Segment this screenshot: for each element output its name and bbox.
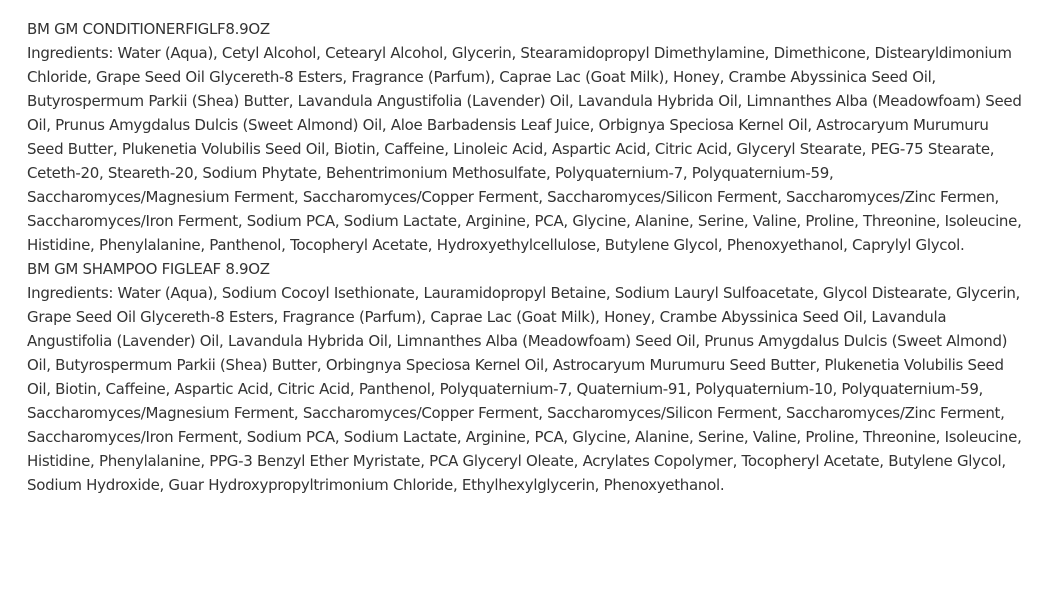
product-name: BM GM SHAMPOO FIGLEAF 8.9OZ [27,260,270,278]
product-conditioner [27,17,1027,257]
product-ingredients: Ingredients: Water (Aqua), Sodium Cocoyl Isethionate, Lauramidopropyl Betaine, Sodium Lauryl Sulfoacetate, Glycol Distearate, Glycerin, Grape Seed Oil Glycereth-8 Esters, Fragrance (Parfum), Caprae Lac (Goat Milk), Honey, Crambe Abyssinica Seed Oil, Lavandula Angustifolia (Lavender) Oil, Lavandula Hybrida Oil, Limnanthes Alba (Meadowfoam) Seed Oil, Prunus Amygdalus Dulcis (Sweet Almond) Oil, Butyrospermum Parkii (Shea) Butter, Orbingnya Speciosa Kernel Oil, Astrocaryum Murumuru Seed Butter, Plukenetia Volubilis Seed Oil, Biotin, Caffeine, Aspartic Acid, Citric Acid, Panthenol, Polyquaternium-7, Quaternium-91, Polyquaternium-10, Polyquaternium-59, Saccharomyces/Magnesium Ferment, Saccharomyces/Copper Ferment, Saccharomyces/Silicon Ferment, Saccharomyces/Zinc Ferment, Saccharomyces/Iron Ferment, Sodium PCA, Sodium Lactate, Arginine, PCA, Glycine, Alanine, Serine, Valine, Proline, Threonine, Isoleucine, Histidine, Phenylalanine, PPG-3 Benzyl Ether Myristate, PCA Glyceryl Oleate, Acrylates Copolymer, Tocopheryl Acetate, Butylene Glycol, Sodium Hydroxide, Guar Hydroxypropyltrimonium Chloride, Ethylhexylglycerin, Phenoxyethanol. [27,284,1022,494]
ingredients-document [27,17,1027,497]
product-shampoo [27,257,1027,497]
product-ingredients: Ingredients: Water (Aqua), Cetyl Alcohol, Cetearyl Alcohol, Glycerin, Stearamidopropyl Dimethylamine, Dimethicone, Distearyldimonium Chloride, Grape Seed Oil Glycereth-8 Esters, Fragrance (Parfum), Caprae Lac (Goat Milk), Honey, Crambe Abyssinica Seed Oil, Butyrospermum Parkii (Shea) Butter, Lavandula Angustifolia (Lavender) Oil, Lavandula Hybrida Oil, Limnanthes Alba (Meadowfoam) Seed Oil, Prunus Amygdalus Dulcis (Sweet Almond) Oil, Aloe Barbadensis Leaf Juice, Orbignya Speciosa Kernel Oil, Astrocaryum Murumuru Seed Butter, Plukenetia Volubilis Seed Oil, Biotin, Caffeine, Linoleic Acid, Aspartic Acid, Citric Acid, Glyceryl Stearate, PEG-75 Stearate, Ceteth-20, Steareth-20, Sodium Phytate, Behentrimonium Methosulfate, Polyquaternium-7, Polyquaternium-59, Saccharomyces/Magnesium Ferment, Saccharomyces/Copper Ferment, Saccharomyces/Silicon Ferment, Saccharomyces/Zinc Fermen, Saccharomyces/Iron Ferment, Sodium PCA, Sodium Lactate, Arginine, PCA, Glycine, Alanine, Serine, Valine, Proline, Threonine, Isoleucine, Histidine, Phenylalanine, Panthenol, Tocopheryl Acetate, Hydroxyethylcellulose, Butylene Glycol, Phenoxyethanol, Caprylyl Glycol. [27,44,1022,254]
product-name: BM GM CONDITIONERFIGLF8.9OZ [27,20,270,38]
